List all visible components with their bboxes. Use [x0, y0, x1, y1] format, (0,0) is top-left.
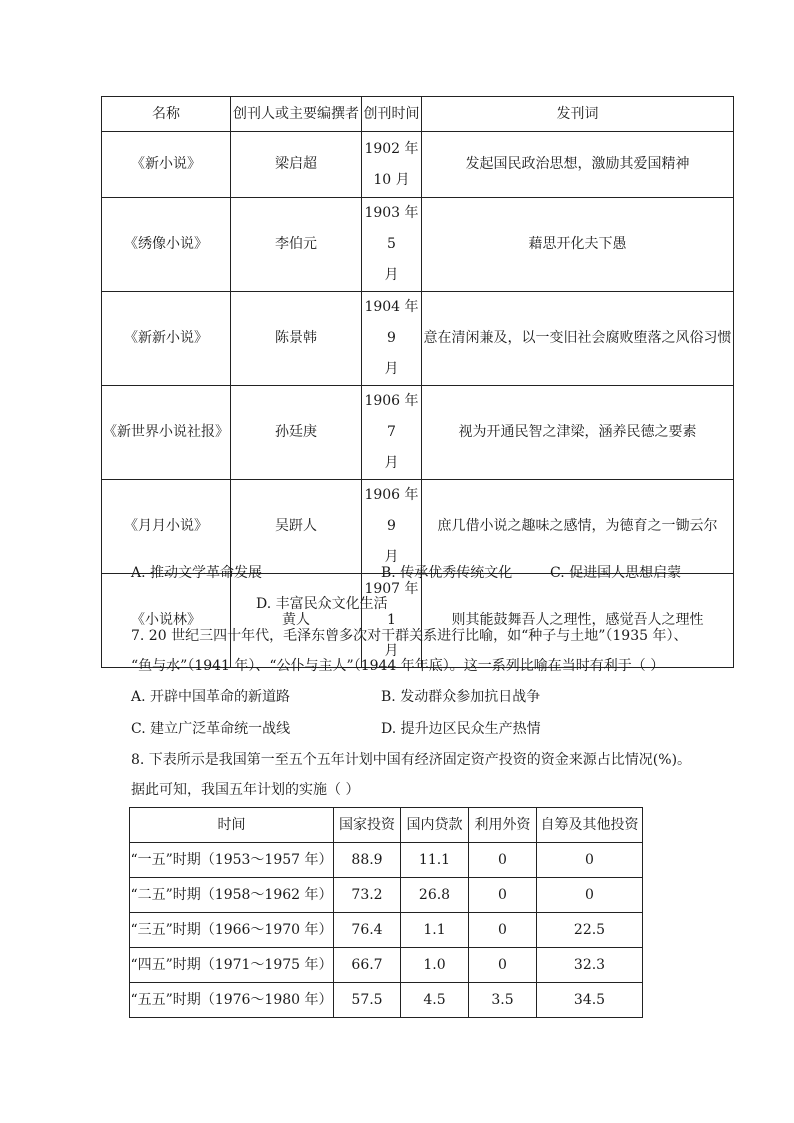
date-line-2: 月	[384, 549, 399, 565]
cell-state: 57.5	[334, 983, 401, 1018]
cell-period: “一五”时期（1953～1957 年）	[130, 843, 334, 878]
cell-editor: 黄人	[231, 574, 362, 668]
cell-editor: 梁启超	[231, 132, 362, 198]
q6-option-b: B. 传承优秀传统文化	[381, 565, 513, 581]
date-line-1: 1906 年 7	[364, 393, 419, 440]
cell-state: 88.9	[334, 843, 401, 878]
cell-state: 76.4	[334, 913, 401, 948]
table-row	[102, 132, 734, 198]
header-date: 创刊时间	[362, 97, 422, 132]
date-line-2: 月	[384, 455, 399, 471]
header-self: 自筹及其他投资	[537, 808, 643, 843]
header-editor: 创刊人或主要编撰者	[231, 97, 362, 132]
cell-self: 22.5	[537, 913, 643, 948]
cell-date	[362, 198, 422, 292]
cell-foreign: 0	[469, 878, 537, 913]
table-row	[102, 386, 734, 480]
date-line-1: 1902 年	[364, 140, 419, 157]
header-statement: 发刊词	[422, 97, 734, 132]
table-row	[130, 913, 643, 948]
cell-statement: 意在清闲兼及，以一变旧社会腐败堕落之风俗习惯	[422, 292, 734, 386]
cell-loan: 4.5	[401, 983, 469, 1018]
table-row	[102, 198, 734, 292]
date-line-1: 1903 年 5	[364, 205, 419, 252]
q8-stem-line-1: 8. 下表所示是我国第一至五个五年计划中国有经济固定资产投资的资金来源占比情况(%)。	[131, 752, 692, 768]
table-row	[102, 292, 734, 386]
cell-name: 《新世界小说社报》	[102, 386, 231, 480]
header-period: 时间	[130, 808, 334, 843]
cell-foreign: 0	[469, 948, 537, 983]
cell-loan: 1.1	[401, 913, 469, 948]
cell-loan: 11.1	[401, 843, 469, 878]
cell-editor: 陈景韩	[231, 292, 362, 386]
q8-stem-line-2: 据此可知，我国五年计划的实施（ ）	[131, 782, 360, 798]
date-line-2: 10 月	[373, 171, 410, 188]
table-row	[102, 574, 734, 668]
header-loan: 国内贷款	[401, 808, 469, 843]
table-row	[130, 878, 643, 913]
cell-statement: 视为开通民智之津梁，涵养民德之要素	[422, 386, 734, 480]
cell-loan: 26.8	[401, 878, 469, 913]
cell-name: 《绣像小说》	[102, 198, 231, 292]
date-line-1: 1904 年 9	[364, 299, 419, 346]
cell-name: 《新小说》	[102, 132, 231, 198]
date-line-2: 月	[384, 643, 399, 659]
header-state: 国家投资	[334, 808, 401, 843]
q6-option-c: C. 促进国人思想启蒙	[550, 565, 682, 581]
date-line-2: 月	[384, 361, 399, 377]
q7-stem-line-1: 7. 20 世纪三四十年代，毛泽东曾多次对干群关系进行比喻，如“种子与土地”（1935 年）、	[131, 628, 688, 644]
cell-period: “三五”时期（1966～1970 年）	[130, 913, 334, 948]
cell-self: 0	[537, 843, 643, 878]
q6-option-a: A. 推动文学革命发展	[131, 565, 263, 581]
cell-self: 34.5	[537, 983, 643, 1018]
q7-option-b: B. 发动群众参加抗日战争	[381, 689, 541, 705]
cell-editor: 孙廷庚	[231, 386, 362, 480]
cell-foreign: 0	[469, 843, 537, 878]
cell-statement: 藉思开化夫下愚	[422, 198, 734, 292]
cell-editor: 吴趼人	[231, 480, 362, 574]
cell-foreign: 3.5	[469, 983, 537, 1018]
table-row	[130, 948, 643, 983]
investment-table	[129, 807, 643, 1018]
q7-option-d: D. 提升边区民众生产热情	[381, 721, 541, 737]
cell-name: 《新新小说》	[102, 292, 231, 386]
table-header-row	[102, 97, 734, 132]
cell-statement: 发起国民政治思想，激励其爱国精神	[422, 132, 734, 198]
cell-name: 《月月小说》	[102, 480, 231, 574]
cell-foreign: 0	[469, 913, 537, 948]
q6-option-d: D. 丰富民众文化生活	[256, 596, 388, 612]
cell-statement: 则其能鼓舞吾人之理性，感觉吾人之理性	[422, 574, 734, 668]
cell-period: “五五”时期（1976～1980 年）	[130, 983, 334, 1018]
header-name: 名称	[102, 97, 231, 132]
cell-date	[362, 292, 422, 386]
cell-editor: 李伯元	[231, 198, 362, 292]
table-row	[102, 480, 734, 574]
q7-option-a: A. 开辟中国革命的新道路	[131, 689, 291, 705]
cell-name: 《小说林》	[102, 574, 231, 668]
cell-self: 32.3	[537, 948, 643, 983]
cell-loan: 1.0	[401, 948, 469, 983]
table-row	[130, 983, 643, 1018]
cell-self: 0	[537, 878, 643, 913]
cell-date	[362, 386, 422, 480]
date-line-1: 1907 年 1	[364, 581, 419, 628]
cell-state: 66.7	[334, 948, 401, 983]
cell-state: 73.2	[334, 878, 401, 913]
cell-date	[362, 574, 422, 668]
q7-stem-line-2: “鱼与水”（1941 年）、“公仆与主人”（1944 年年底）。这一系列比喻在当时有利于（ ）	[131, 658, 665, 674]
date-line-1: 1906 年 9	[364, 487, 419, 534]
cell-date	[362, 480, 422, 574]
cell-statement: 庶几借小说之趣味之感情，为德育之一锄云尔	[422, 480, 734, 574]
q7-option-c: C. 建立广泛革命统一战线	[131, 721, 291, 737]
cell-period: “二五”时期（1958～1962 年）	[130, 878, 334, 913]
table-row	[130, 843, 643, 878]
cell-period: “四五”时期（1971～1975 年）	[130, 948, 334, 983]
cell-date	[362, 132, 422, 198]
date-line-2: 月	[384, 267, 399, 283]
table-header-row	[130, 808, 643, 843]
header-foreign: 利用外资	[469, 808, 537, 843]
